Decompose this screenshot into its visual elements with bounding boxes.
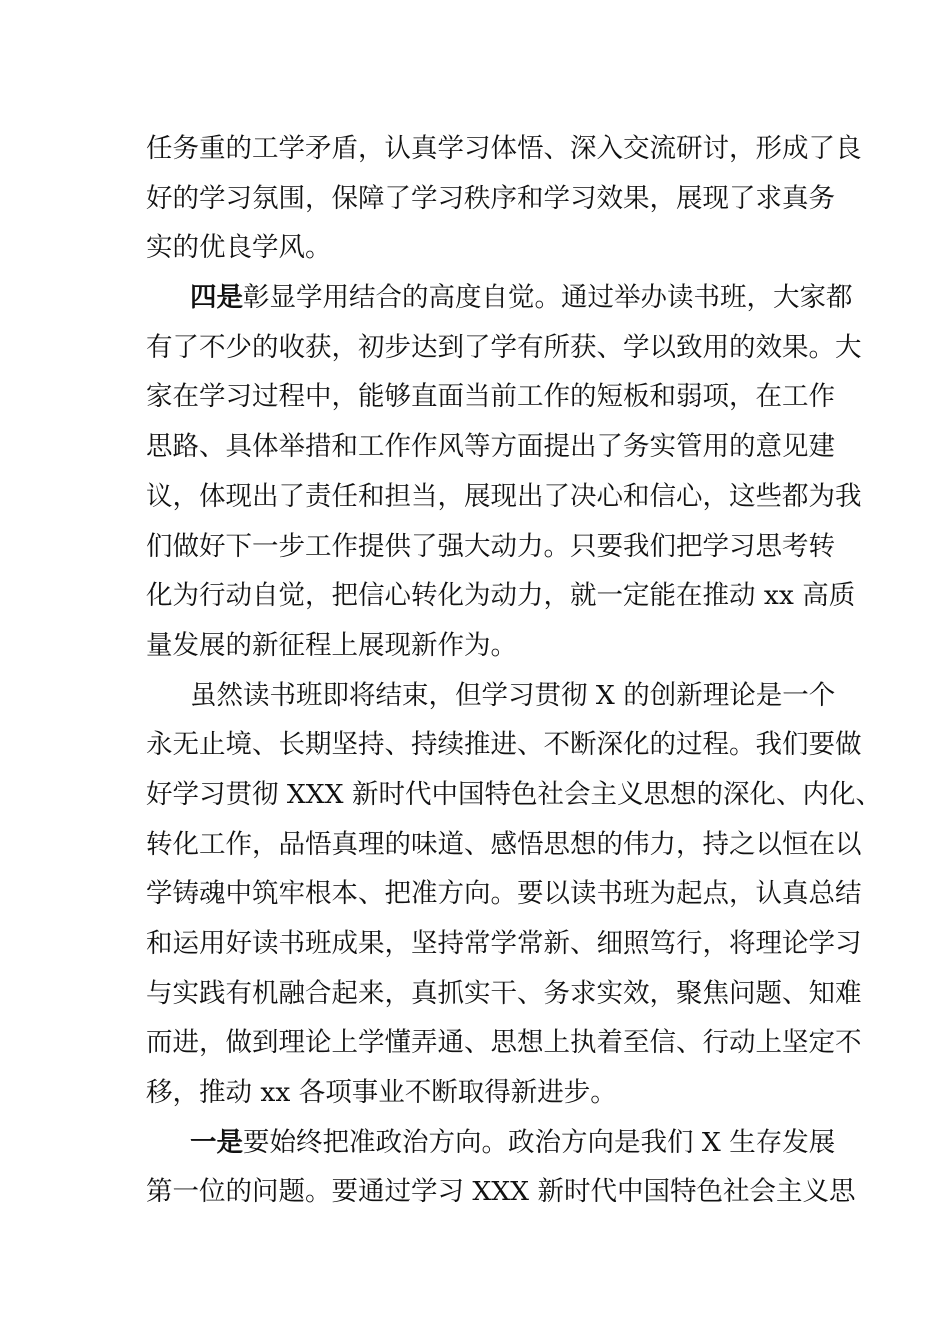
line-text: 转化工作，品悟真理的味道、感悟思想的伟力，持之以恒在以: [146, 828, 862, 860]
paragraph-start-line: [146, 273, 853, 323]
paragraph-start-line: [146, 1118, 836, 1168]
text-line: [146, 621, 808, 671]
line-text: 有了不少的收获，初步达到了学有所获、学以致用的效果。大: [146, 331, 862, 363]
text-line: [146, 522, 835, 572]
line-text: 永无止境、长期坚持、持续推进、不断深化的过程。我们要做: [146, 729, 862, 761]
text-line: [146, 124, 862, 174]
line-text: 要始终把准政治方向。政治方向是我们 X 生存发展: [243, 1126, 836, 1158]
text-line: [146, 770, 882, 820]
line-text: 学铸魂中筑牢根本、把准方向。要以读书班为起点，认真总结: [146, 878, 862, 910]
text-line: [146, 372, 835, 422]
line-text: 和运用好读书班成果，坚持常学常新、细照笃行，将理论学习: [146, 928, 862, 959]
text-line: [146, 720, 862, 770]
text-line: [146, 1068, 808, 1118]
text-line: [146, 919, 862, 969]
line-text: 移，推动 xx 各项事业不断取得新进步。: [146, 1077, 617, 1109]
line-text: 好的学习氛围，保障了学习秩序和学习效果，展现了求真务: [146, 182, 835, 214]
paragraph-start-line: [146, 671, 836, 721]
text-line: [146, 969, 862, 1019]
line-text: 议，体现出了责任和担当，展现出了决心和信心，这些都为我: [146, 480, 862, 512]
line-text: 化为行动自觉，把信心转化为动力，就一定能在推动 xx 高质: [146, 580, 856, 612]
line-text: 家在学习过程中，能够直面当前工作的短板和弱项，在工作: [146, 381, 835, 413]
text-line: [146, 820, 862, 870]
text-line: [146, 422, 835, 472]
line-text: 量发展的新征程上展现新作为。: [146, 629, 517, 661]
line-text: 实的优良学风。: [146, 232, 332, 264]
document-body: [146, 124, 882, 1217]
text-line: [146, 869, 862, 919]
text-line: [146, 1018, 862, 1068]
line-text: 好学习贯彻 XXX 新时代中国特色社会主义思想的深化、内化、: [146, 778, 882, 810]
text-line: [146, 472, 862, 522]
line-text: 而进，做到理论上学懂弄通、思想上执着至信、行动上坚定不: [146, 1027, 862, 1059]
bold-lead-text: 四是: [190, 282, 243, 314]
line-text: 思路、具体举措和工作作风等方面提出了务实管用的意见建: [146, 431, 835, 463]
line-text: 与实践有机融合起来，真抓实干、务求实效，聚焦问题、知难: [146, 977, 862, 1009]
text-line: [146, 174, 835, 224]
bold-lead-text: 一是: [190, 1126, 243, 1158]
text-line: [146, 1167, 856, 1217]
line-text: 彰显学用结合的高度自觉。通过举办读书班，大家都: [243, 282, 853, 314]
text-line: [146, 571, 856, 621]
text-line: [146, 323, 862, 373]
line-text: 任务重的工学矛盾，认真学习体悟、深入交流研讨，形成了良: [146, 133, 862, 164]
line-text: 第一位的问题。要通过学习 XXX 新时代中国特色社会主义思: [146, 1176, 856, 1208]
text-line: [146, 223, 808, 273]
line-text: 虽然读书班即将结束，但学习贯彻 X 的创新理论是一个: [190, 679, 836, 711]
line-text: 们做好下一步工作提供了强大动力。只要我们把学习思考转: [146, 530, 835, 562]
